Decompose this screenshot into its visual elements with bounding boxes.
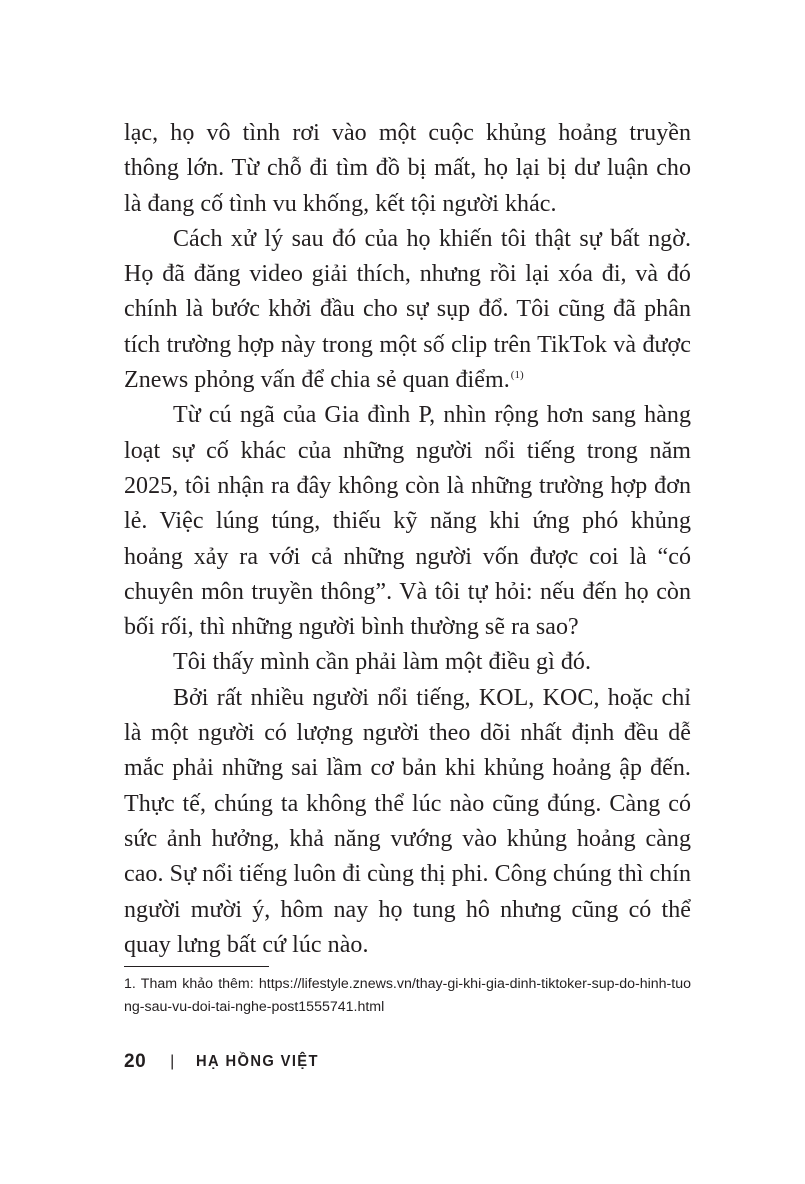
author-name: HẠ HỒNG VIỆT [196, 1053, 320, 1070]
footer-separator: | [170, 1053, 175, 1070]
footnote: 1. Tham khảo thêm: https://lifestyle.znews.vn/thay-gi-khi-gia-dinh-tiktoker-sup-do-hinh-tuong-sau-vu-doi-tai-nghe-post1555741.html [124, 976, 691, 1015]
page-footer [124, 1048, 330, 1076]
paragraph-4: Tôi thấy mình cần phải làm một điều gì đó. [173, 649, 592, 676]
footnote-reference[interactable]: (1) [510, 369, 524, 382]
paragraph-2-text: Cách xử lý sau đó của họ khiến tôi thật sự bất ngờ. Họ đã đăng video giải thích, nhưng rồi lại xóa đi, và đó chính là bước khởi đầu cho sự sụp đổ. Tôi cũng đã phân tích trường hợp này trong một số clip trên TikTok và được Znews phỏng vấn để chia sẻ quan điểm. [124, 225, 691, 394]
paragraph-3: Từ cú ngã của Gia đình P, nhìn rộng hơn sang hàng loạt sự cố khác của những người nổi tiếng trong năm 2025, tôi nhận ra đây không còn là những trường hợp đơn lẻ. Việc lúng túng, thiếu kỹ năng khi ứng phó khủng hoảng xảy ra với cả những người vốn được coi là “có chuyên môn truyền thông”. Và tôi tự hỏi: nếu đến họ còn bối rối, thì những người bình thường sẽ ra sao? [124, 402, 691, 641]
body-text [124, 116, 691, 963]
paragraph-5: Bởi rất nhiều người nổi tiếng, KOL, KOC, hoặc chỉ là một người có lượng người theo dõi nhất định đều dễ mắc phải những sai lầm cơ bản khi khủng hoảng ập đến. Thực tế, chúng ta không thể lúc nào cũng đúng. Càng có sức ảnh hưởng, khả năng vướng vào khủng hoảng càng cao. Sự nổi tiếng luôn đi cùng thị phi. Công chúng thì chín người mười ý, hôm nay họ tung hô nhưng cũng có thể quay lưng bất cứ lúc nào. [124, 684, 691, 958]
footnote-divider [124, 966, 269, 967]
page-number: 20 [124, 1051, 147, 1072]
paragraph-2 [124, 222, 691, 398]
paragraph-1: lạc, họ vô tình rơi vào một cuộc khủng hoảng truyền thông lớn. Từ chỗ đi tìm đồ bị mất, họ lại bị dư luận cho là đang cố tình vu khống, kết tội người khác. [124, 120, 691, 217]
